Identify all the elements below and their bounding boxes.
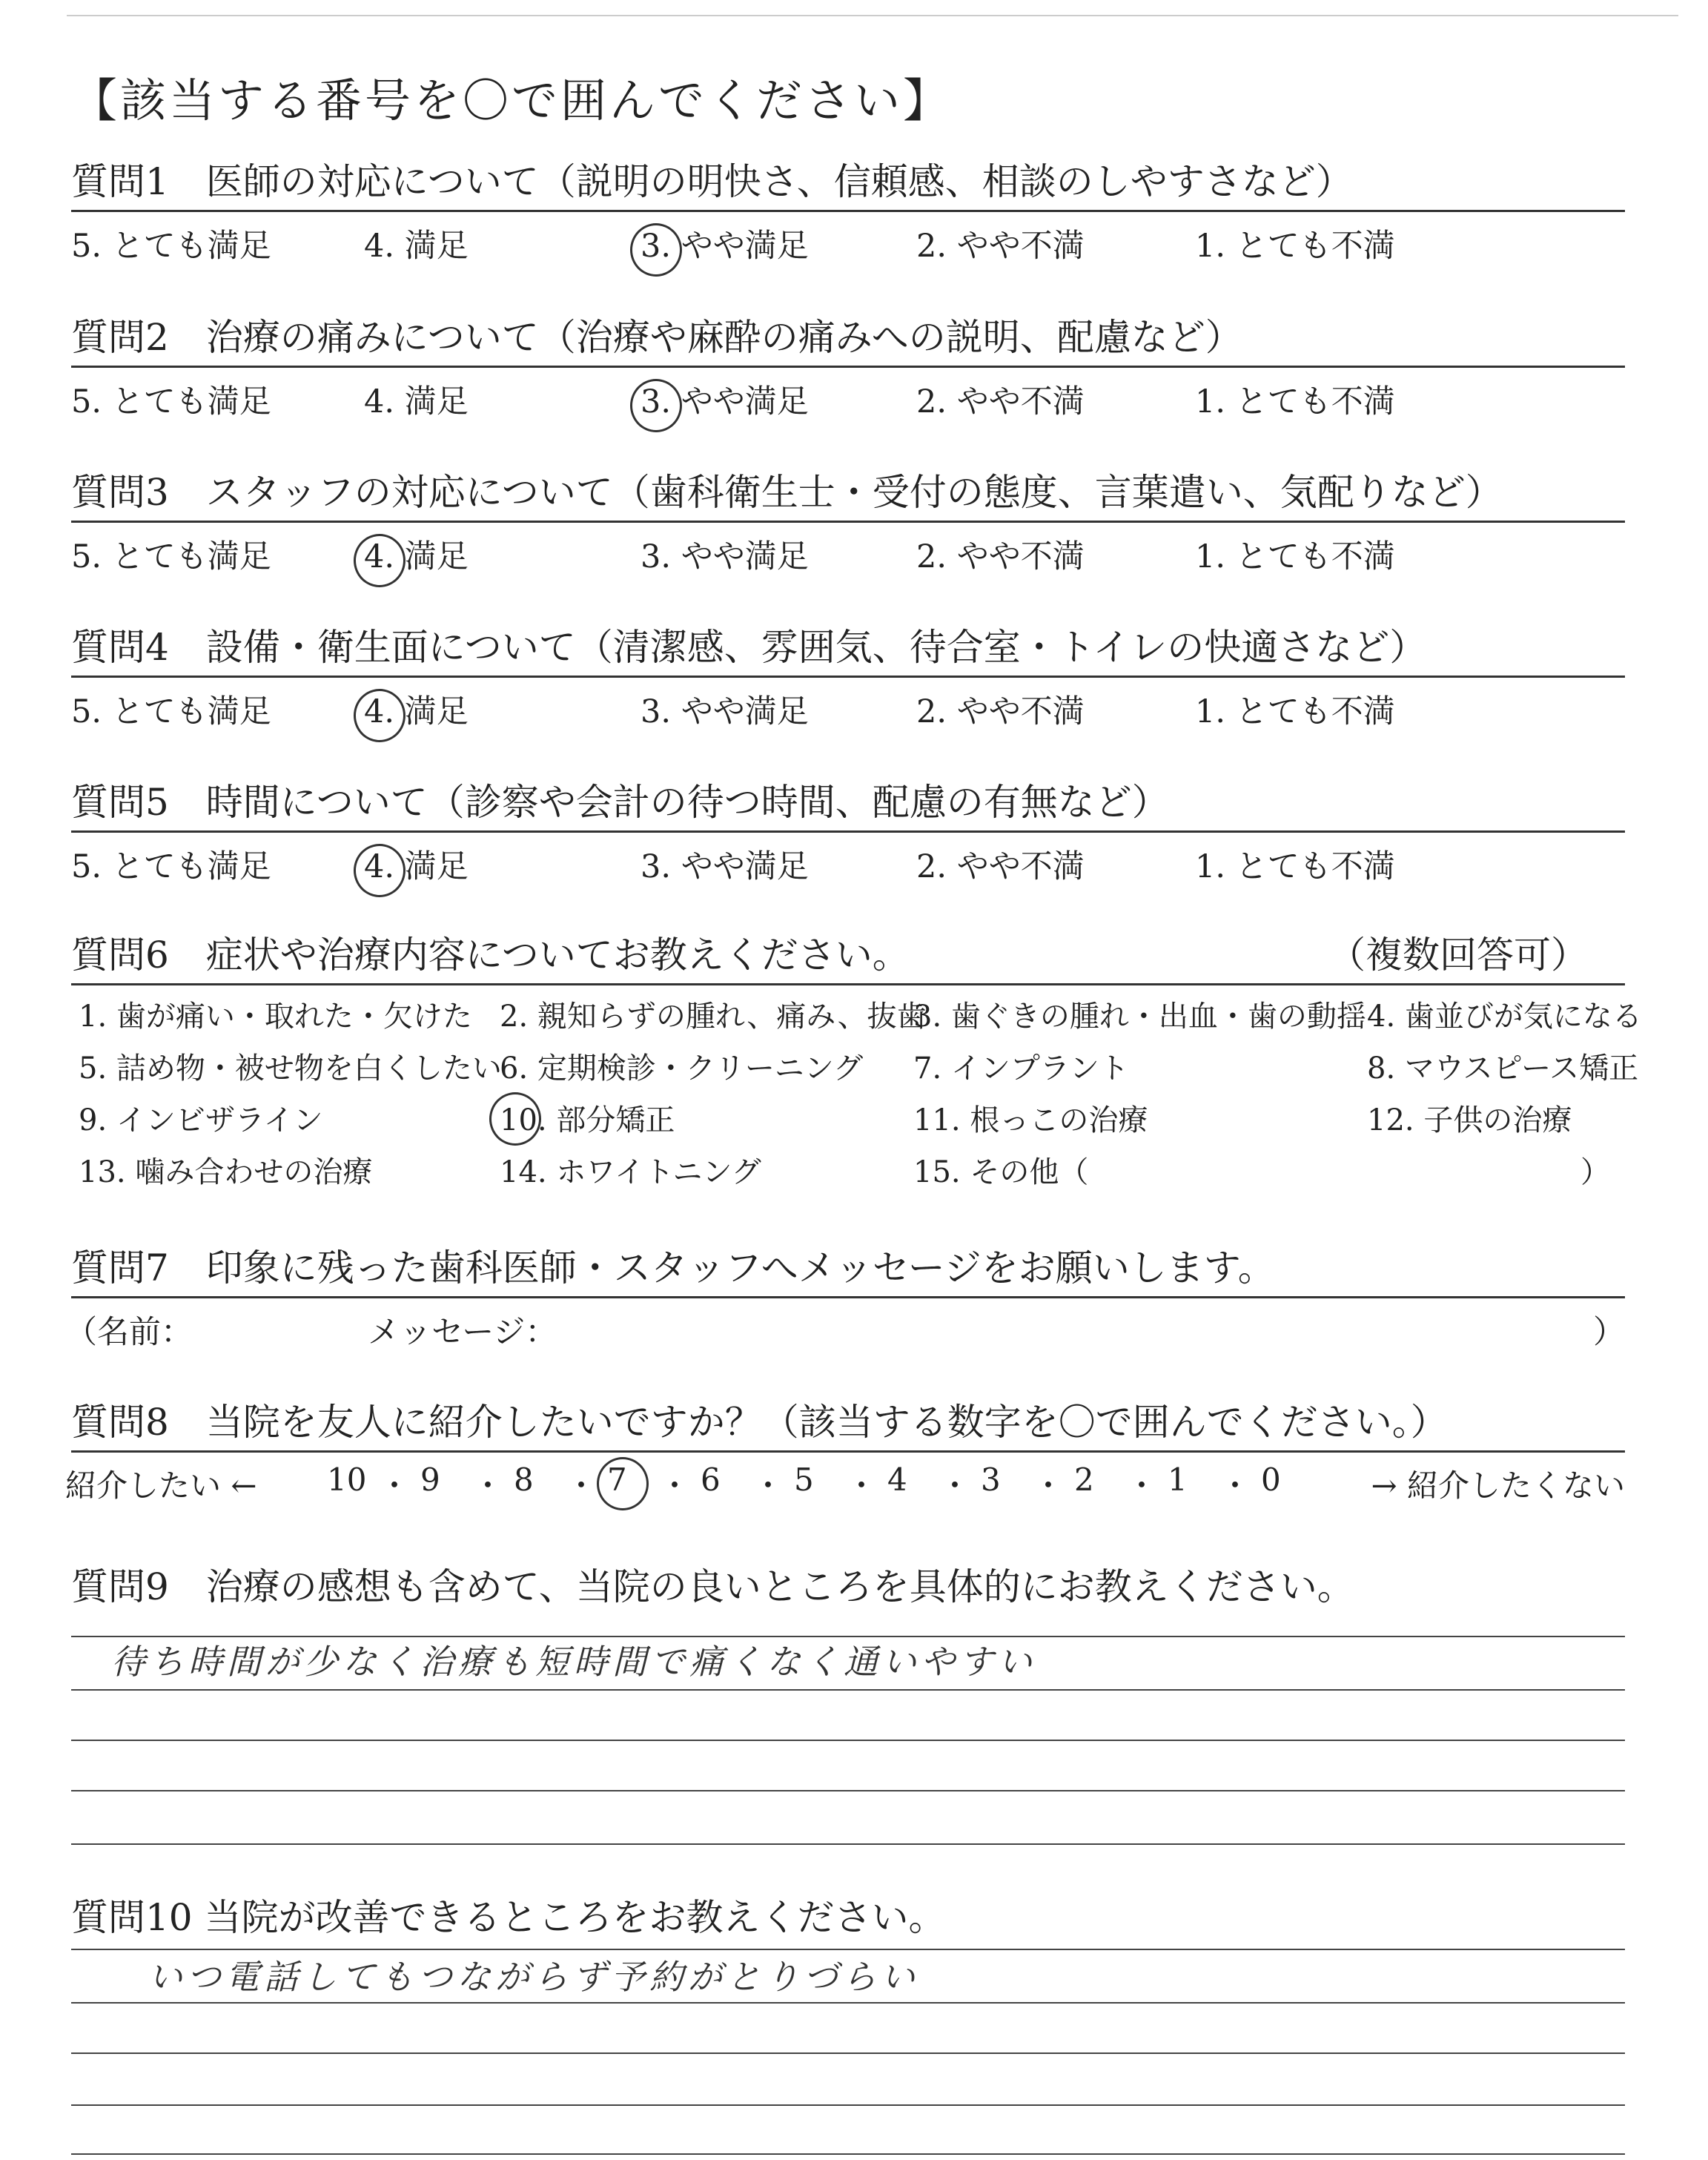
answer-line <box>71 1689 1625 1691</box>
question-7 <box>65 1246 1625 1351</box>
question-6-note: （複数回答可） <box>1328 934 1588 977</box>
symptom-option-10[interactable]: 10. 部分矯正 <box>500 1097 675 1139</box>
rating-option-1[interactable]: 1. とても不満 <box>1195 383 1395 420</box>
rating-option-1[interactable]: 1. とても不満 <box>1195 693 1395 730</box>
question-8-title: 質問8 当院を友人に紹介したいですか？（該当する数字を〇で囲んでください。） <box>71 1401 1448 1444</box>
message-label[interactable]: メッセージ： <box>368 1314 557 1351</box>
symptom-option-12[interactable]: 12. 子供の治療 <box>1367 1103 1572 1137</box>
scale-value-2[interactable]: 2 <box>1074 1462 1094 1498</box>
scale-value-3[interactable]: 3 <box>981 1462 1001 1498</box>
rating-option-2[interactable]: 2. やや不満 <box>916 848 1085 885</box>
rating-option-4[interactable]: 4. 満足 <box>364 228 469 265</box>
rating-option-4[interactable]: 4. 満足 <box>364 383 469 420</box>
answer-line <box>71 2153 1625 2155</box>
scale-separator: ・ <box>379 1467 411 1504</box>
question-5 <box>71 780 1625 885</box>
question-8 <box>65 1400 1625 1504</box>
other-close-paren: ） <box>1580 1155 1610 1189</box>
symptom-option-3[interactable]: 3. 歯ぐきの腫れ・出血・歯の動揺 <box>913 1000 1366 1034</box>
name-label: （名前： <box>65 1314 193 1351</box>
question-1 <box>71 159 1625 265</box>
question-9 <box>71 1565 1625 1609</box>
rating-option-2[interactable]: 2. やや不満 <box>916 228 1085 265</box>
scale-right-label: → 紹介したくない <box>1371 1467 1625 1504</box>
rating-option-3[interactable]: 3. やや満足 <box>640 228 809 265</box>
symptom-option-7[interactable]: 7. インプラント <box>913 1051 1129 1086</box>
symptom-option-8[interactable]: 8. マウスピース矯正 <box>1367 1051 1639 1086</box>
rating-option-4[interactable]: 4. 満足 <box>364 693 469 730</box>
symptom-option-1[interactable]: 1. 歯が痛い・取れた・欠けた <box>79 1000 472 1034</box>
question-9-answer[interactable]: 待ち時間が少なく治療も短時間で痛くなく通いやすい <box>111 1642 1036 1682</box>
question-10-answer[interactable]: いつ電話してもつながらず予約がとりづらい <box>148 1957 919 1997</box>
question-6 <box>71 933 1642 1200</box>
scale-value-0[interactable]: 0 <box>1261 1462 1281 1498</box>
rating-option-3[interactable]: 3. やや満足 <box>640 693 809 730</box>
question-4-title: 質問4 設備・衛生面について（清潔感、雰囲気、待合室・トイレの快適さなど） <box>71 626 1427 669</box>
recommend-scale <box>65 1453 1625 1504</box>
answer-line <box>71 1740 1625 1741</box>
scale-separator: ・ <box>472 1467 504 1504</box>
scale-value-6[interactable]: 6 <box>701 1462 721 1498</box>
symptom-option-15[interactable]: 15. その他（ <box>913 1155 1089 1189</box>
scale-separator: ・ <box>1126 1467 1158 1504</box>
symptom-option-11[interactable]: 11. 根っこの治療 <box>913 1103 1148 1137</box>
answer-line <box>71 2002 1625 2004</box>
rating-option-5[interactable]: 5. とても満足 <box>71 538 271 575</box>
symptom-option-5[interactable]: 5. 詰め物・被せ物を白くしたい <box>79 1051 502 1086</box>
scale-separator: ・ <box>1033 1467 1065 1504</box>
rating-option-1[interactable]: 1. とても不満 <box>1195 228 1395 265</box>
symptom-option-2[interactable]: 2. 親知らずの腫れ、痛み、抜歯 <box>500 1000 927 1034</box>
question-6-title: 質問6 症状や治療内容についてお教えください。 <box>71 934 910 977</box>
question-10 <box>71 1895 1625 1940</box>
question-2-title: 質問2 治療の痛みについて（治療や麻酔の痛みへの説明、配慮など） <box>71 316 1242 359</box>
rating-option-5[interactable]: 5. とても満足 <box>71 228 271 265</box>
scale-value-5[interactable]: 5 <box>794 1462 814 1498</box>
scale-left-label: 紹介したい ← <box>65 1467 257 1504</box>
page-title: 【該当する番号を〇で囲んでください】 <box>71 73 953 128</box>
symptom-option-14[interactable]: 14. ホワイトニング <box>500 1155 761 1189</box>
scale-separator: ・ <box>1219 1467 1251 1504</box>
question-4 <box>71 625 1625 730</box>
rating-option-5[interactable]: 5. とても満足 <box>71 383 271 420</box>
question-10-title: 質問10 当院が改善できるところをお教えください。 <box>71 1896 946 1939</box>
rating-option-3[interactable]: 3. やや満足 <box>640 538 809 575</box>
rating-option-2[interactable]: 2. やや不満 <box>916 383 1085 420</box>
question-3 <box>71 470 1625 575</box>
answer-line <box>71 2104 1625 2106</box>
symptom-option-13[interactable]: 13. 噛み合わせの治療 <box>79 1155 373 1189</box>
answer-line <box>71 1790 1625 1791</box>
rating-option-2[interactable]: 2. やや不満 <box>916 693 1085 730</box>
rating-option-3[interactable]: 3. やや満足 <box>640 383 809 420</box>
top-border <box>67 15 1678 16</box>
question-1-title: 質問1 医師の対応について（説明の明快さ、信頼感、相談のしやすさなど） <box>71 160 1353 203</box>
rating-option-2[interactable]: 2. やや不満 <box>916 538 1085 575</box>
question-9-title: 質問9 治療の感想も含めて、当院の良いところを具体的にお教えください。 <box>71 1565 1354 1608</box>
scale-value-4[interactable]: 4 <box>887 1462 907 1498</box>
symptom-option-6[interactable]: 6. 定期検診・クリーニング <box>500 1051 864 1086</box>
answer-line <box>71 1843 1625 1845</box>
rating-option-1[interactable]: 1. とても不満 <box>1195 538 1395 575</box>
symptom-option-9[interactable]: 9. インビザライン <box>79 1103 323 1137</box>
scale-separator: ・ <box>566 1467 598 1504</box>
question-7-title: 質問7 印象に残った歯科医師・スタッフへメッセージをお願いします。 <box>71 1246 1275 1289</box>
rating-option-5[interactable]: 5. とても満足 <box>71 848 271 885</box>
rating-option-4[interactable]: 4. 満足 <box>364 538 469 575</box>
symptom-option-4[interactable]: 4. 歯並びが気になる <box>1367 1000 1642 1034</box>
scale-value-10[interactable]: 10 <box>327 1462 367 1498</box>
scale-separator: ・ <box>752 1467 784 1504</box>
question-2 <box>71 315 1625 420</box>
rating-option-5[interactable]: 5. とても満足 <box>71 693 271 730</box>
rating-option-4[interactable]: 4. 満足 <box>364 848 469 885</box>
scale-value-9[interactable]: 9 <box>420 1462 440 1498</box>
close-paren: ） <box>1593 1314 1625 1351</box>
question-5-title: 質問5 時間について（診察や会計の待つ時間、配慮の有無など） <box>71 781 1169 824</box>
scale-value-8[interactable]: 8 <box>514 1462 534 1498</box>
scale-separator: ・ <box>846 1467 878 1504</box>
scale-separator: ・ <box>659 1467 691 1504</box>
symptom-options <box>71 985 1642 1200</box>
rating-option-1[interactable]: 1. とても不満 <box>1195 848 1395 885</box>
rating-option-3[interactable]: 3. やや満足 <box>640 848 809 885</box>
answer-line <box>71 2052 1625 2054</box>
scale-value-7[interactable]: 7 <box>607 1462 627 1498</box>
question-3-title: 質問3 スタッフの対応について（歯科衛生士・受付の態度、言葉遣い、気配りなど） <box>71 471 1503 514</box>
scale-separator: ・ <box>939 1467 971 1504</box>
scale-value-1[interactable]: 1 <box>1168 1462 1188 1498</box>
